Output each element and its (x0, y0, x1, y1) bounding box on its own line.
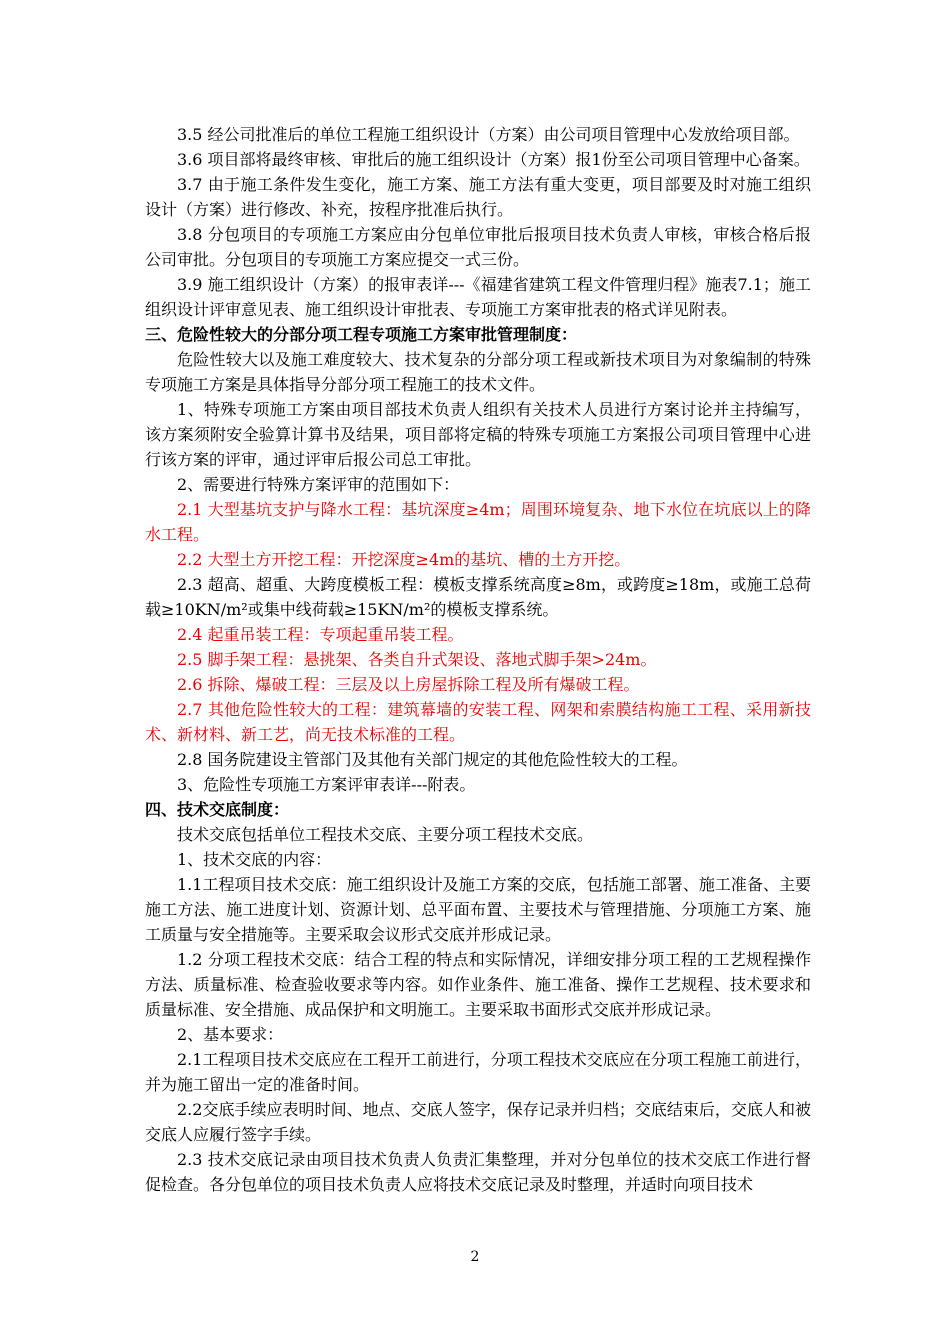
paragraph: 2.5 脚手架工程：悬挑架、各类自升式架设、落地式脚手架>24m。 (177, 650, 657, 669)
paragraph: 1.2 分项工程技术交底：结合工程的特点和实际情况，详细安排分项工程的工艺规程操作方法、质量标准、检查验收要求等内容。如作业条件、施工准备、操作工艺规程、技术要求和质量标准、安全措施、成品保护和文明施工。主要采取书面形式交底并形成记录。 (145, 950, 811, 1019)
paragraph: 3.9 施工组织设计（方案）的报审表详---《福建省建筑工程文件管理归程》施表7.1；施工组织设计评审意见表、施工组织设计审批表、专项施工方案审批表的格式详见附表。 (145, 275, 811, 319)
paragraph: 2、基本要求： (177, 1025, 284, 1044)
page-number: 2 (470, 1249, 480, 1265)
paragraph: 3.7 由于施工条件发生变化，施工方案、施工方法有重大变更，项目部要及时对施工组织设计（方案）进行修改、补充，按程序批准后执行。 (145, 175, 811, 219)
paragraph: 3、危险性专项施工方案评审表详---附表。 (177, 775, 476, 794)
section-heading: 三、危险性较大的分部分项工程专项施工方案审批管理制度： (145, 325, 578, 344)
paragraph: 2.6 拆除、爆破工程：三层及以上房屋拆除工程及所有爆破工程。 (177, 675, 640, 694)
paragraph: 技术交底包括单位工程技术交底、主要分项工程技术交底。 (177, 825, 594, 844)
paragraph: 1、技术交底的内容： (177, 850, 332, 869)
section-heading: 四、技术交底制度： (145, 800, 290, 819)
paragraph: 2、需要进行特殊方案评审的范围如下： (177, 475, 460, 494)
paragraph: 2.3 技术交底记录由项目技术负责人负责汇集整理，并对分包单位的技术交底工作进行督促检查。各分包单位的项目技术负责人应将技术交底记录及时整理，并适时向项目技术 (145, 1150, 811, 1194)
paragraph: 3.5 经公司批准后的单位工程施工组织设计（方案）由公司项目管理中心发放给项目部。 (177, 125, 800, 144)
paragraph: 2.3 超高、超重、大跨度模板工程：模板支撑系统高度≥8m，或跨度≥18m，或施工总荷载≥10KN/m²或集中线荷载≥15KN/m²的模板支撑系统。 (145, 575, 811, 619)
paragraph: 危险性较大以及施工难度较大、技术复杂的分部分项工程或新技术项目为对象编制的特殊专项施工方案是具体指导分部分项工程施工的技术文件。 (145, 350, 811, 394)
paragraph: 2.2 大型土方开挖工程：开挖深度≥4m的基坑、槽的土方开挖。 (177, 550, 631, 569)
paragraph: 2.2交底手续应表明时间、地点、交底人签字，保存记录并归档；交底结束后，交底人和被交底人应履行签字手续。 (145, 1100, 811, 1144)
paragraph: 2.4 起重吊装工程：专项起重吊装工程。 (177, 625, 464, 644)
paragraph: 2.7 其他危险性较大的工程：建筑幕墙的安装工程、网架和索膜结构施工工程、采用新技术、新材料、新工艺，尚无技术标准的工程。 (145, 700, 811, 744)
document-body (145, 122, 811, 1197)
paragraph: 2.1工程项目技术交底应在工程开工前进行，分项工程技术交底应在分项工程施工前进行，并为施工留出一定的准备时间。 (145, 1050, 811, 1094)
paragraph: 1、特殊专项施工方案由项目部技术负责人组织有关技术人员进行方案讨论并主持编写，该方案须附安全验算计算书及结果，项目部将定稿的特殊专项施工方案报公司项目管理中心进行该方案的评审，通过评审后报公司总工审批。 (145, 400, 811, 469)
paragraph: 3.8 分包项目的专项施工方案应由分包单位审批后报项目技术负责人审核，审核合格后报公司审批。分包项目的专项施工方案应提交一式三份。 (145, 225, 811, 269)
paragraph: 2.1 大型基坑支护与降水工程：基坑深度≥4m；周围环境复杂、地下水位在坑底以上的降水工程。 (145, 500, 811, 544)
paragraph: 3.6 项目部将最终审核、审批后的施工组织设计（方案）报1份至公司项目管理中心备案。 (177, 150, 810, 169)
paragraph: 2.8 国务院建设主管部门及其他有关部门规定的其他危险性较大的工程。 (177, 750, 688, 769)
paragraph: 1.1工程项目技术交底：施工组织设计及施工方案的交底，包括施工部署、施工准备、主要施工方法、施工进度计划、资源计划、总平面布置、主要技术与管理措施、分项施工方案、施工质量与安全措施等。主要采取会议形式交底并形成记录。 (145, 875, 811, 944)
